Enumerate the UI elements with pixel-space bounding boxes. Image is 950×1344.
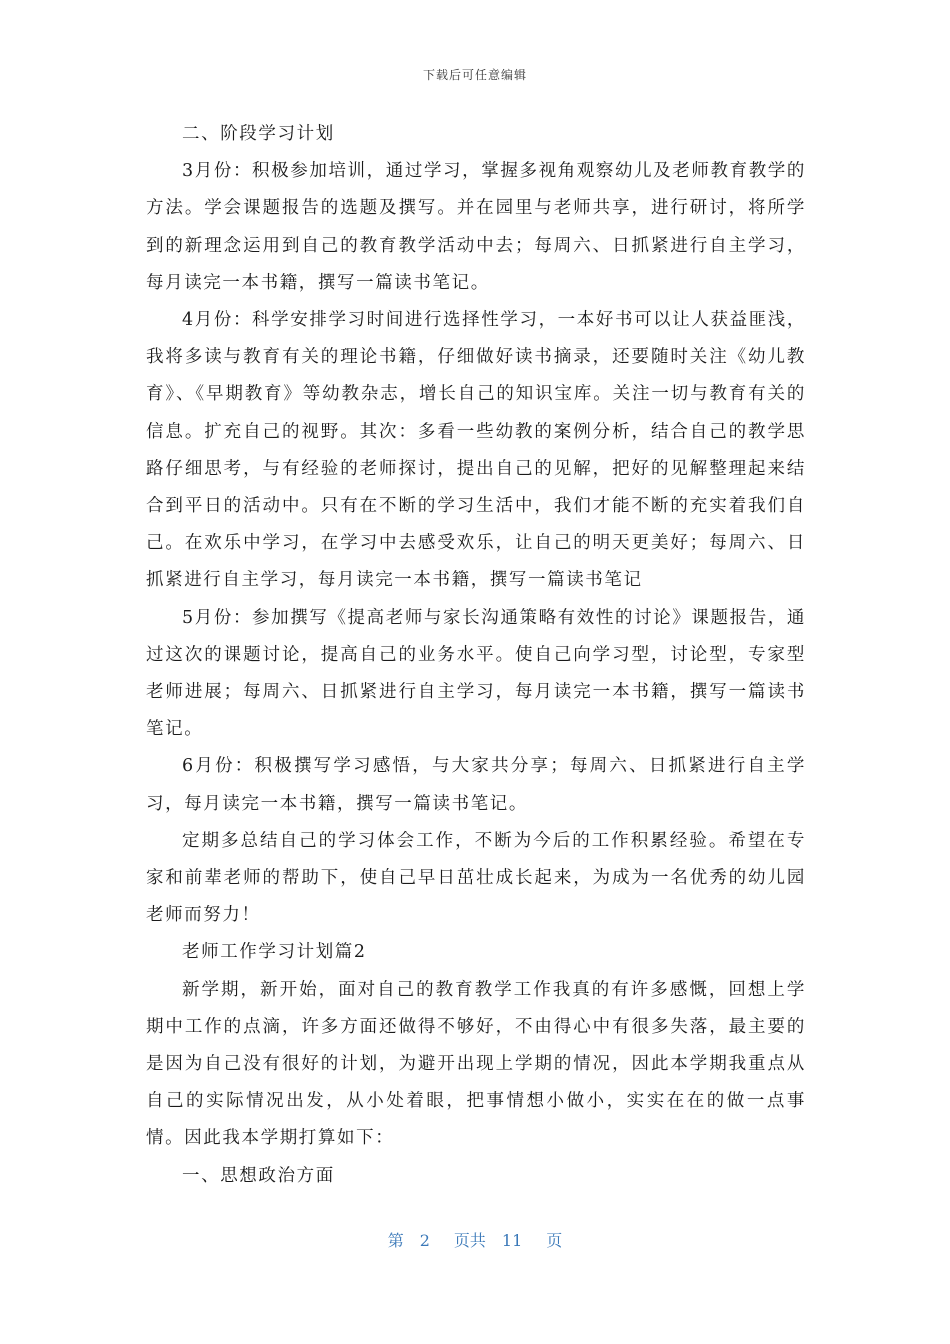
page-header: 下载后可任意编辑	[422, 68, 527, 82]
footer-page-number: 2	[419, 1231, 430, 1250]
page-footer	[0, 1228, 950, 1251]
paragraph-intro: 新学期，新开始，面对自己的教育教学工作我真的有许多感慨，回想上学期中工作的点滴，许多方面还做得不够好，不由得心中有很多失落，最主要的是因为自己没有很好的计划，为避开出现上学期的情况，因此本学期我重点从自己的实际情况出发，从小处着眼，把事情想小做小，实实在在的做一点事情。因此我本学期打算如下：	[146, 979, 806, 1149]
footer-suffix: 页	[546, 1231, 563, 1250]
article-title: 老师工作学习计划篇2	[182, 942, 367, 963]
footer-middle: 页共	[453, 1231, 486, 1250]
paragraph-june: 6月份：积极撰写学习感悟，与大家共分享；每周六、日抓紧进行自主学习，每月读完一本书籍，撰写一篇读书笔记。	[146, 756, 806, 814]
section-heading: 二、阶段学习计划	[182, 124, 335, 144]
document-body	[146, 116, 806, 1195]
section-heading: 一、思想政治方面	[182, 1165, 335, 1186]
paragraph-april: 4月份：科学安排学习时间进行选择性学习，一本好书可以让人获益匪浅，我将多读与教育有关的理论书籍，仔细做好读书摘录，还要随时关注《幼儿教育》、《早期教育》等幼教杂志，增长自己的知识宝库。关注一切与教育有关的信息。扩充自己的视野。其次：多看一些幼教的案例分析，结合自己的教学思路仔细思考，与有经验的老师探讨，提出自己的见解，把好的见解整理起来结合到平日的活动中。只有在不断的学习生活中，我们才能不断的充实着我们自己。在欢乐中学习，在学习中去感受欢乐，让自己的明天更美好；每周六、日抓紧进行自主学习，每月读完一本书籍，撰写一篇读书笔记	[146, 310, 806, 591]
footer-prefix: 第	[387, 1231, 404, 1250]
paragraph-march: 3月份：积极参加培训，通过学习，掌握多视角观察幼儿及老师教育教学的方法。学会课题报告的选题及撰写。并在园里与老师共享，进行研讨，将所学到的新理念运用到自己的教育教学活动中去；每周六、日抓紧进行自主学习，每月读完一本书籍，撰写一篇读书笔记。	[146, 161, 806, 293]
paragraph-summary: 定期多总结自己的学习体会工作，不断为今后的工作积累经验。希望在专家和前辈老师的帮助下，使自己早日茁壮成长起来，为成为一名优秀的幼儿园老师而努力！	[146, 830, 806, 926]
footer-total-pages: 11	[501, 1231, 523, 1250]
paragraph-may: 5月份：参加撰写《提高老师与家长沟通策略有效性的讨论》课题报告，通过这次的课题讨论，提高自己的业务水平。使自己向学习型，讨论型，专家型老师进展；每周六、日抓紧进行自主学习，每月读完一本书籍，撰写一篇读书笔记。	[146, 607, 806, 740]
